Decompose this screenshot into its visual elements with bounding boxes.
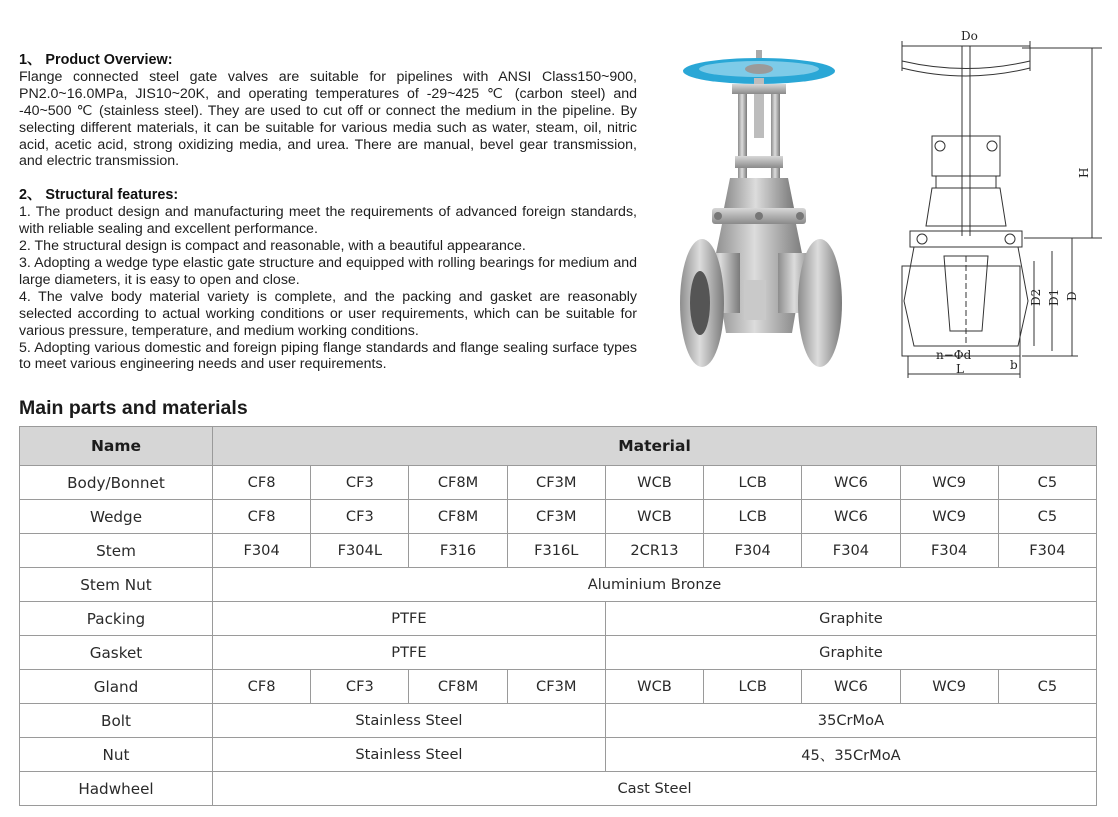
part-name-cell: Stem Nut bbox=[20, 568, 213, 602]
material-cell: WC6 bbox=[802, 466, 900, 500]
material-cell: F304 bbox=[802, 534, 900, 568]
part-name-cell: Stem bbox=[20, 534, 213, 568]
gate-valve-photo bbox=[672, 48, 862, 373]
part-name-cell: Gland bbox=[20, 670, 213, 704]
table-row bbox=[20, 466, 1097, 500]
material-cell: C5 bbox=[998, 670, 1096, 704]
table-row bbox=[20, 500, 1097, 534]
material-cell: F316 bbox=[409, 534, 507, 568]
label-b: b bbox=[1010, 358, 1018, 372]
label-n-phi-d: n−Φd bbox=[936, 348, 972, 362]
material-cell: CF3 bbox=[311, 466, 409, 500]
col-header-name: Name bbox=[20, 427, 213, 466]
material-cell: WC6 bbox=[802, 670, 900, 704]
label-h: H bbox=[1077, 167, 1091, 178]
overview-heading: 1、 Product Overview: bbox=[19, 52, 173, 68]
table-row bbox=[20, 670, 1097, 704]
material-cell: F304 bbox=[998, 534, 1096, 568]
material-cell: F304 bbox=[213, 534, 311, 568]
material-cell: CF3 bbox=[311, 500, 409, 534]
material-cell: F304L bbox=[311, 534, 409, 568]
material-cell: WC6 bbox=[802, 500, 900, 534]
material-cell: CF8 bbox=[213, 500, 311, 534]
material-cell: Stainless Steel bbox=[213, 704, 606, 738]
label-d2: D2 bbox=[1029, 288, 1043, 306]
table-row bbox=[20, 772, 1097, 806]
material-cell: PTFE bbox=[213, 602, 606, 636]
material-cell: WC9 bbox=[900, 670, 998, 704]
table-row bbox=[20, 602, 1097, 636]
material-cell: C5 bbox=[998, 500, 1096, 534]
feature-item: 1. The product design and manufacturing meet the requirements of advanced foreign standards, with reliable sealing and excellent performance. bbox=[19, 204, 637, 238]
material-cell: F304 bbox=[900, 534, 998, 568]
table-row bbox=[20, 568, 1097, 602]
material-cell: Graphite bbox=[605, 636, 1096, 670]
material-cell: LCB bbox=[704, 670, 802, 704]
feature-item: 3. Adopting a wedge type elastic gate structure and equipped with rolling bearings for medium and large diameters, it is easy to open and close. bbox=[19, 254, 637, 288]
material-cell: CF8 bbox=[213, 670, 311, 704]
material-cell: WC9 bbox=[900, 500, 998, 534]
material-cell: CF3M bbox=[507, 500, 605, 534]
material-cell: CF3M bbox=[507, 670, 605, 704]
material-cell: CF8M bbox=[409, 670, 507, 704]
material-cell: CF3M bbox=[507, 466, 605, 500]
table-header-row bbox=[20, 427, 1097, 466]
material-cell: Cast Steel bbox=[213, 772, 1097, 806]
product-intro bbox=[19, 52, 637, 373]
col-header-material: Material bbox=[213, 427, 1097, 466]
material-cell: 2CR13 bbox=[605, 534, 703, 568]
part-name-cell: Bolt bbox=[20, 704, 213, 738]
part-name-cell: Body/Bonnet bbox=[20, 466, 213, 500]
part-name-cell: Wedge bbox=[20, 500, 213, 534]
part-name-cell: Nut bbox=[20, 738, 213, 772]
material-cell: LCB bbox=[704, 466, 802, 500]
part-name-cell: Packing bbox=[20, 602, 213, 636]
feature-item: 2. The structural design is compact and reasonable, with a beautiful appearance. bbox=[19, 238, 526, 255]
material-cell: 35CrMoA bbox=[605, 704, 1096, 738]
material-cell: CF8M bbox=[409, 500, 507, 534]
material-cell: WCB bbox=[605, 500, 703, 534]
label-do: Do bbox=[961, 29, 978, 43]
material-cell: CF3 bbox=[311, 670, 409, 704]
material-cell: WC9 bbox=[900, 466, 998, 500]
feature-item: 4. The valve body material variety is complete, and the packing and gasket are reasonably selected according to actual working conditions or user requirements, which can be suitable for various pressure, temperature, and medium working conditions. bbox=[19, 288, 637, 339]
label-l: L bbox=[956, 362, 964, 376]
material-cell: PTFE bbox=[213, 636, 606, 670]
overview-text: Flange connected steel gate valves are suitable for pipelines with ANSI Class150~900, PN2.0~16.0MPa, JIS10~20K, and operating temperatures of -29~425 ℃ (carbon steel) and -40~500 ℃ (stainless steel). They are used to cut off or connect the medium in the pipeline. By selecting different materials, it can be suitable for various media such as water, steam, oil, nitric acid, acetic acid, strong oxidizing media, and urea. There are manual, bevel gear transmission, and electric transmission. bbox=[19, 68, 637, 170]
material-cell: F304 bbox=[704, 534, 802, 568]
table-row bbox=[20, 534, 1097, 568]
material-cell: CF8 bbox=[213, 466, 311, 500]
material-cell: WCB bbox=[605, 670, 703, 704]
part-name-cell: Gasket bbox=[20, 636, 213, 670]
table-row bbox=[20, 704, 1097, 738]
material-cell: Graphite bbox=[605, 602, 1096, 636]
label-d1: D1 bbox=[1047, 288, 1061, 306]
parts-materials-table bbox=[19, 426, 1097, 806]
material-cell: 45、35CrMoA bbox=[605, 738, 1096, 772]
feature-item: 5. Adopting various domestic and foreign piping flange standards and flange sealing surface types to meet various engineering needs and user requirements. bbox=[19, 339, 637, 373]
material-cell: Stainless Steel bbox=[213, 738, 606, 772]
valve-dimension-drawing bbox=[892, 26, 1110, 386]
label-d: D bbox=[1065, 291, 1079, 301]
material-cell: F316L bbox=[507, 534, 605, 568]
part-name-cell: Hadwheel bbox=[20, 772, 213, 806]
material-cell: Aluminium Bronze bbox=[213, 568, 1097, 602]
table-row bbox=[20, 636, 1097, 670]
material-cell: CF8M bbox=[409, 466, 507, 500]
features-heading: 2、 Structural features: bbox=[19, 187, 179, 204]
material-cell: C5 bbox=[998, 466, 1096, 500]
material-cell: WCB bbox=[605, 466, 703, 500]
table-row bbox=[20, 738, 1097, 772]
table-title: Main parts and materials bbox=[19, 397, 248, 419]
material-cell: LCB bbox=[704, 500, 802, 534]
